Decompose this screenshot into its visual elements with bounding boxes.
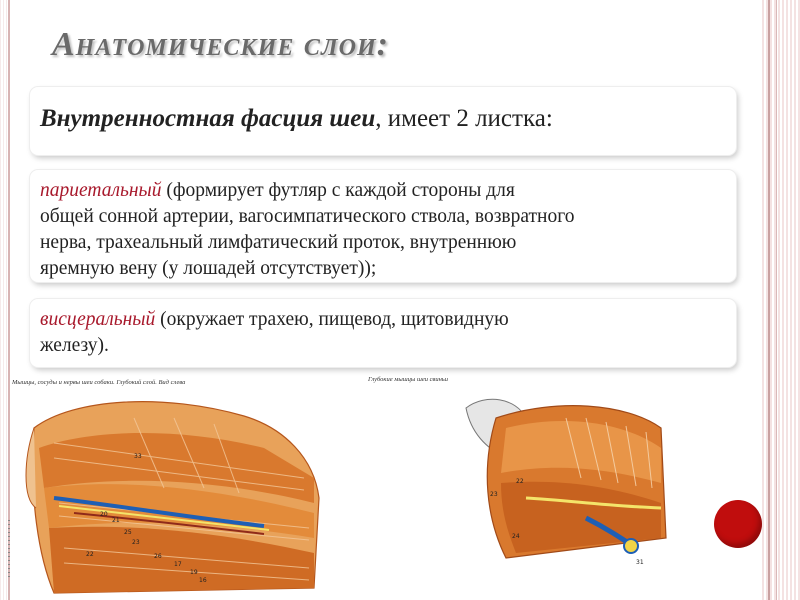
- left-border-stripe: [0, 0, 12, 600]
- visceral-term: висцеральный: [40, 309, 156, 330]
- label-23: 23: [132, 539, 140, 546]
- visceral-line-1: (окружает трахею, пищевод, щитовидную: [155, 309, 509, 330]
- parietal-box: [30, 170, 736, 282]
- label-22: 22: [86, 551, 94, 558]
- label-p23: 23: [490, 491, 498, 498]
- label-16: 16: [199, 577, 207, 584]
- parietal-line-1: (формирует футляр с каждой стороны для: [161, 180, 515, 201]
- slide-title: Анатомические слои:: [52, 26, 389, 63]
- red-circle-decoration: [714, 500, 762, 548]
- visceral-line-2: железу).: [40, 335, 109, 356]
- parietal-term: париетальный: [40, 180, 162, 201]
- parietal-line-3: нерва, трахеальный лимфатический проток, внутреннюю: [40, 232, 517, 253]
- label-26: 26: [154, 553, 162, 560]
- fascia-term: Внутренностная фасция шеи: [40, 105, 376, 132]
- label-25: 25: [124, 529, 132, 536]
- label-19: 19: [190, 569, 198, 576]
- visceral-box: [30, 299, 736, 367]
- label-21: 21: [112, 517, 120, 524]
- label-17: 17: [174, 561, 182, 568]
- right-figure-caption: Глубокие мышцы шеи свиньи: [368, 376, 449, 383]
- label-p24: 24: [512, 533, 520, 540]
- label-p31: 31: [636, 559, 644, 566]
- parietal-line-4: яремную вену (у лошадей отсутствует));: [40, 258, 377, 279]
- left-dotted-mark: [8, 520, 10, 580]
- label-p22: 22: [516, 478, 524, 485]
- right-border-stripe: [762, 0, 800, 600]
- fascia-heading-box: [30, 87, 736, 155]
- parietal-line-2: общей сонной артерии, вагосимпатического ствола, возвратного: [40, 206, 575, 227]
- left-figure-caption: Мышцы, сосуды и нервы шеи собаки. Глубокий слой. Вид слева: [12, 379, 186, 386]
- label-33: 33: [134, 453, 142, 460]
- pig-neck-illustration: [446, 388, 672, 572]
- dog-neck-illustration: [14, 388, 330, 596]
- label-20: 20: [100, 511, 108, 518]
- fascia-desc: , имеет 2 листка:: [375, 105, 553, 132]
